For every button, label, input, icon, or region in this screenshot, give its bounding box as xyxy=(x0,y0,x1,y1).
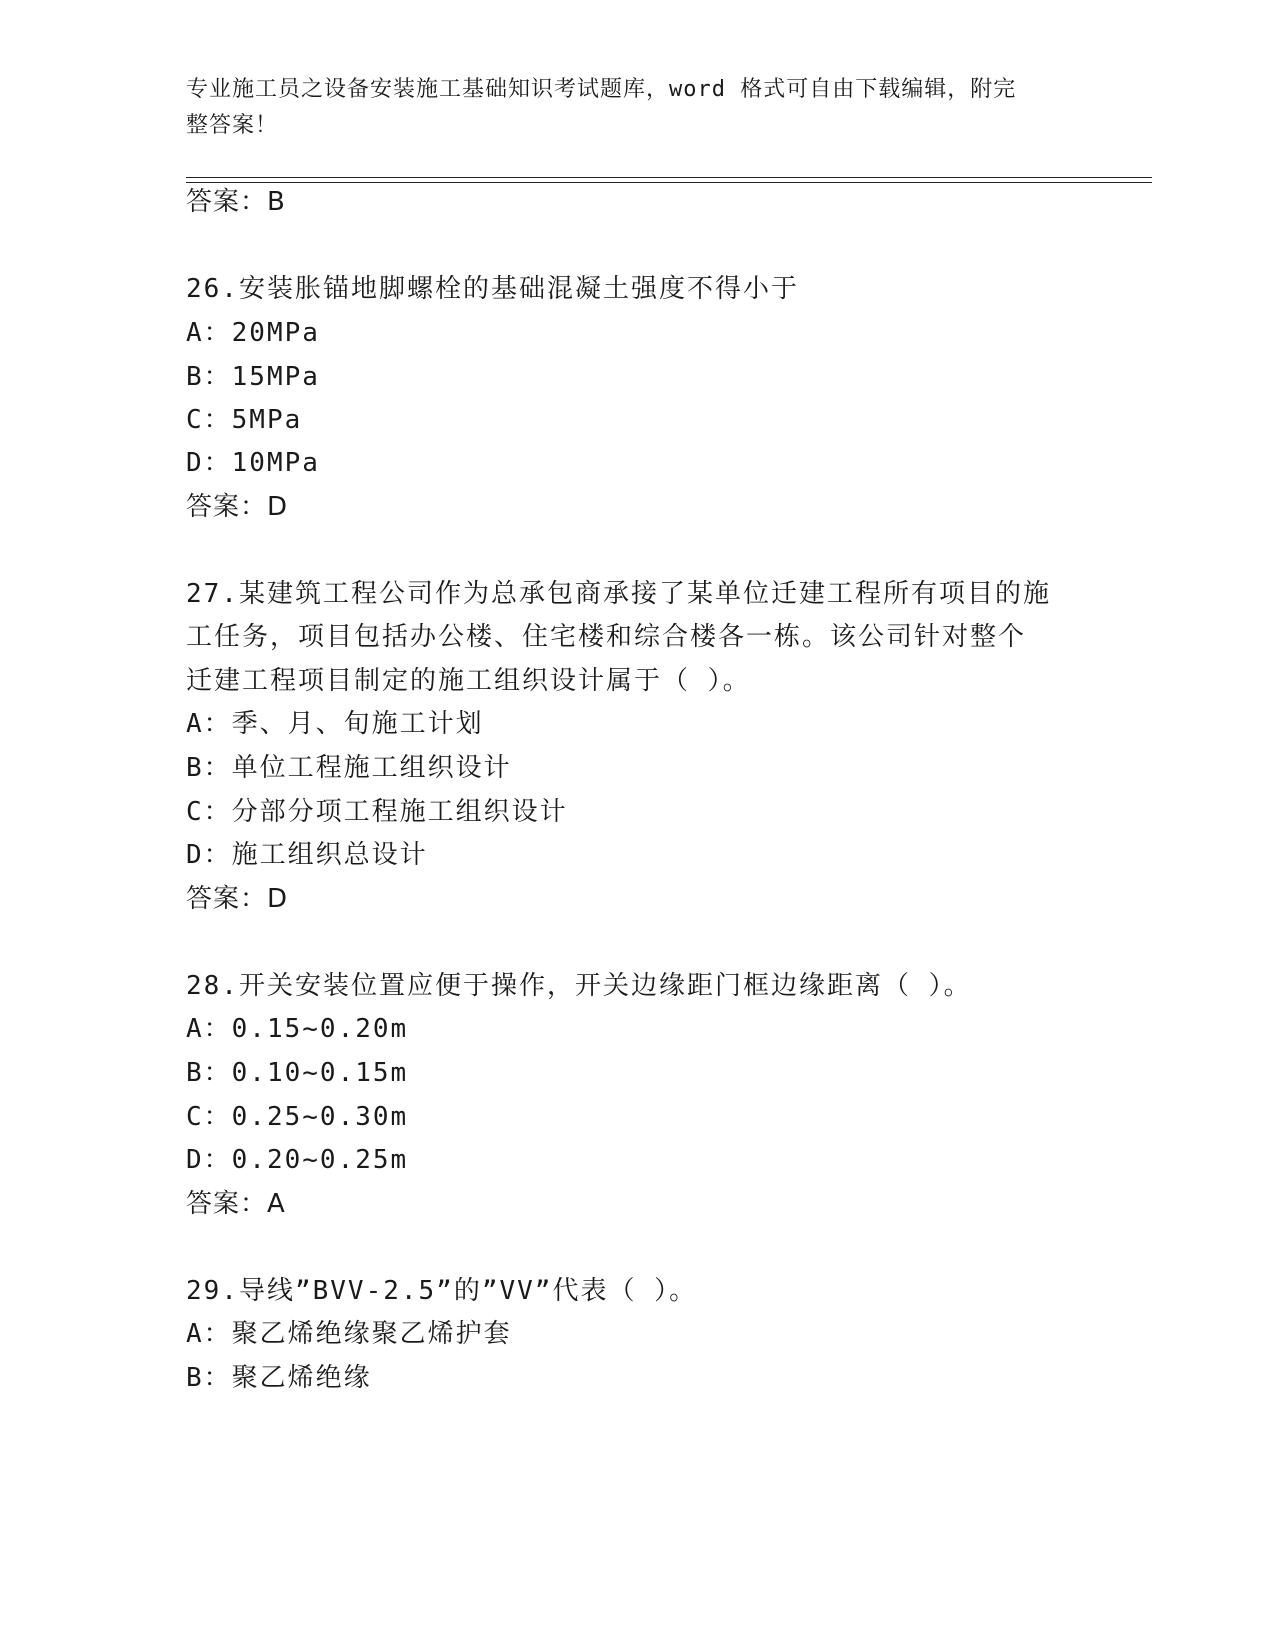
document-header xyxy=(186,72,1066,144)
question-26-stem: 26.安装胀锚地脚螺栓的基础混凝土强度不得小于 xyxy=(186,274,799,304)
question-28-option-a: A：0.15~0.20m xyxy=(186,1014,409,1044)
header-divider-top xyxy=(186,177,1152,178)
answer-q25: 答案：B xyxy=(186,187,286,217)
answer-q26: 答案：D xyxy=(186,492,289,522)
question-27-option-a: A：季、月、旬施工计划 xyxy=(186,709,484,739)
question-27-option-c: C：分部分项工程施工组织设计 xyxy=(186,797,568,827)
answer-q28: 答案：A xyxy=(186,1189,286,1219)
question-27-option-b: B：单位工程施工组织设计 xyxy=(186,753,512,783)
question-27-stem-line-2: 工任务，项目包括办公楼、住宅楼和综合楼各一栋。该公司针对整个 xyxy=(186,622,1027,652)
question-28-stem: 28.开关安装位置应便于操作，开关边缘距门框边缘距离（ ）。 xyxy=(186,971,972,1001)
question-26-option-a: A：20MPa xyxy=(186,318,320,348)
question-26-option-d: D：10MPa xyxy=(186,448,320,478)
header-line-1: 专业施工员之设备安装施工基础知识考试题库，word 格式可自由下载编辑，附完 xyxy=(186,77,1017,102)
question-28-option-c: C：0.25~0.30m xyxy=(186,1102,409,1132)
question-29-option-b: B：聚乙烯绝缘 xyxy=(186,1363,372,1393)
question-28-option-b: B：0.10~0.15m xyxy=(186,1058,409,1088)
header-divider-bottom xyxy=(186,182,1152,183)
question-27-stem-line-1: 27.某建筑工程公司作为总承包商承接了某单位迁建工程所有项目的施 xyxy=(186,579,1051,609)
question-28-option-d: D：0.20~0.25m xyxy=(186,1145,409,1175)
answer-q27: 答案：D xyxy=(186,884,289,914)
question-29-stem: 29.导线”BVV-2.5”的”VV”代表（ ）。 xyxy=(186,1276,698,1306)
question-27-option-d: D：施工组织总设计 xyxy=(186,840,428,870)
question-26-option-b: B：15MPa xyxy=(186,362,320,392)
header-line-2: 整答案！ xyxy=(186,113,279,138)
question-27-stem-line-3: 迁建工程项目制定的施工组织设计属于（ ）。 xyxy=(186,666,751,696)
question-26-option-c: C：5MPa xyxy=(186,405,303,435)
question-29-option-a: A：聚乙烯绝缘聚乙烯护套 xyxy=(186,1319,512,1349)
